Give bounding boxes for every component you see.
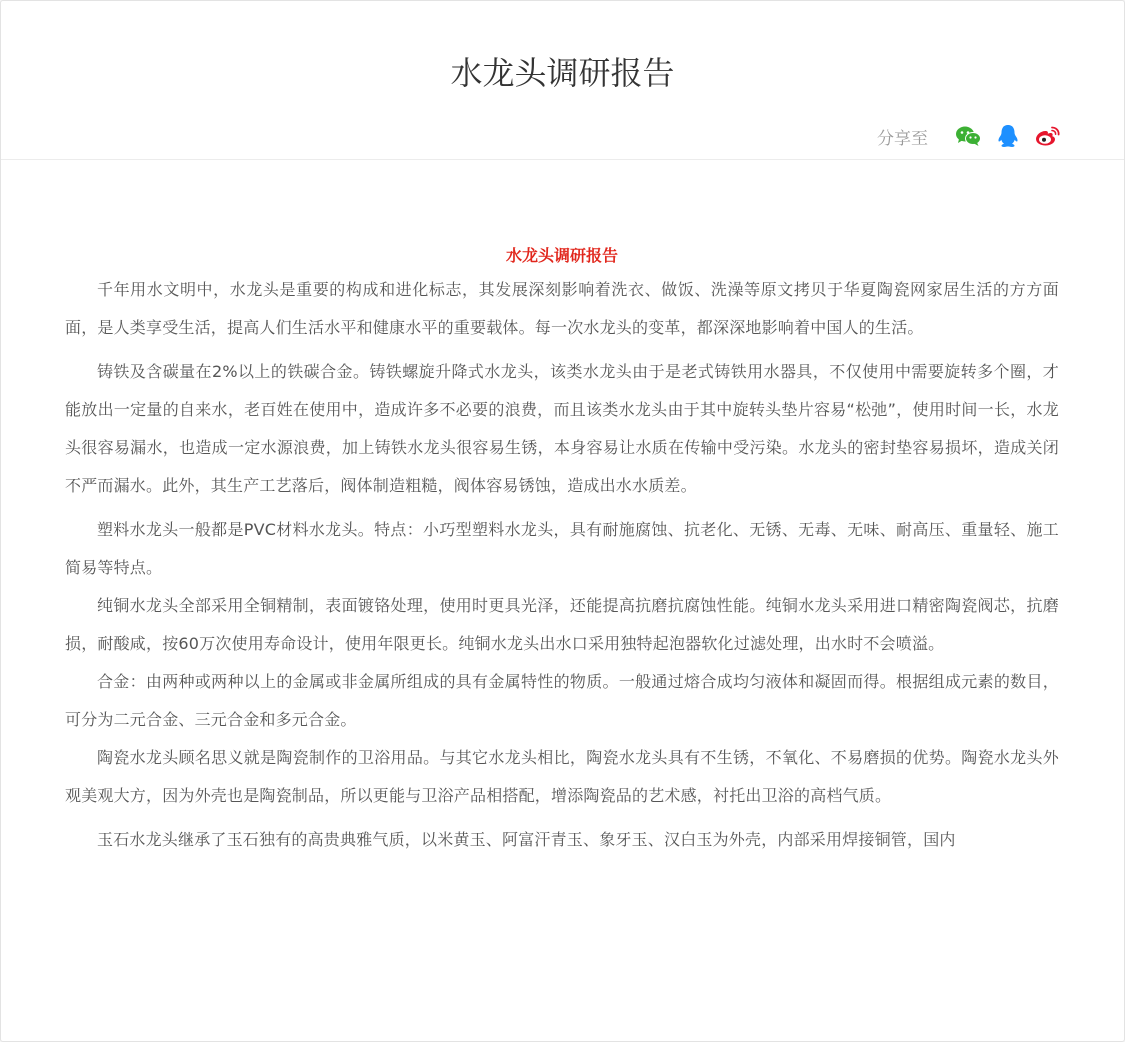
- qq-icon[interactable]: [994, 122, 1022, 150]
- paragraph: 千年用水文明中，水龙头是重要的构成和进化标志，其发展深刻影响着洗衣、做饭、洗澡等原文拷贝于华夏陶瓷网家居生活的方方面面，是人类享受生活，提高人们生活水平和健康水平的重要载体。每一次水龙头的变革，都深深地影响着中国人的生活。: [65, 280, 1059, 337]
- wechat-icon[interactable]: [954, 122, 982, 150]
- page-title: 水龙头调研报告: [450, 54, 675, 92]
- share-bar: [877, 121, 1062, 151]
- article-body: [65, 241, 1059, 859]
- paragraph: 铸铁及含碳量在2%以上的铁碳合金。铸铁螺旋升降式水龙头，该类水龙头由于是老式铸铁用水器具，不仅使用中需要旋转多个圈，才能放出一定量的自来水，老百姓在使用中，造成许多不必要的浪费，而且该类水龙头由于其中旋转头垫片容易“松弛”，使用时间一长，水龙头很容易漏水，也造成一定水源浪费，加上铸铁水龙头很容易生锈，本身容易让水质在传输中受污染。水龙头的密封垫容易损坏，造成关闭不严而漏水。此外，其生产工艺落后，阀体制造粗糙，阀体容易锈蚀，造成出水水质差。: [65, 362, 1059, 495]
- paragraph: 塑料水龙头一般都是PVC材料水龙头。特点：小巧型塑料水龙头，具有耐施腐蚀、抗老化、无锈、无毒、无味、耐高压、重量轻、施工简易等特点。: [65, 520, 1059, 577]
- article-heading: 水龙头调研报告: [505, 246, 618, 265]
- paragraph: 合金：由两种或两种以上的金属或非金属所组成的具有金属特性的物质。一般通过熔合成均匀液体和凝固而得。根据组成元素的数目，可分为二元合金、三元合金和多元合金。: [65, 672, 1059, 729]
- share-label: 分享至: [877, 128, 928, 149]
- article-header: [1, 1, 1124, 160]
- paragraph: 玉石水龙头继承了玉石独有的高贵典雅气质，以米黄玉、阿富汗青玉、象牙玉、汉白玉为外壳，内部采用焊接铜管，国内: [97, 830, 956, 849]
- weibo-icon[interactable]: [1034, 122, 1062, 150]
- paragraph: 陶瓷水龙头顾名思义就是陶瓷制作的卫浴用品。与其它水龙头相比，陶瓷水龙头具有不生锈，不氧化、不易磨损的优势。陶瓷水龙头外观美观大方，因为外壳也是陶瓷制品，所以更能与卫浴产品相搭配，增添陶瓷品的艺术感，衬托出卫浴的高档气质。: [65, 748, 1059, 805]
- paragraph: 纯铜水龙头全部采用全铜精制，表面镀铬处理，使用时更具光泽，还能提高抗磨抗腐蚀性能。纯铜水龙头采用进口精密陶瓷阀芯，抗磨损，耐酸咸，按60万次使用寿命设计，使用年限更长。纯铜水龙头出水口采用独特起泡器软化过滤处理，出水时不会喷溢。: [65, 596, 1059, 653]
